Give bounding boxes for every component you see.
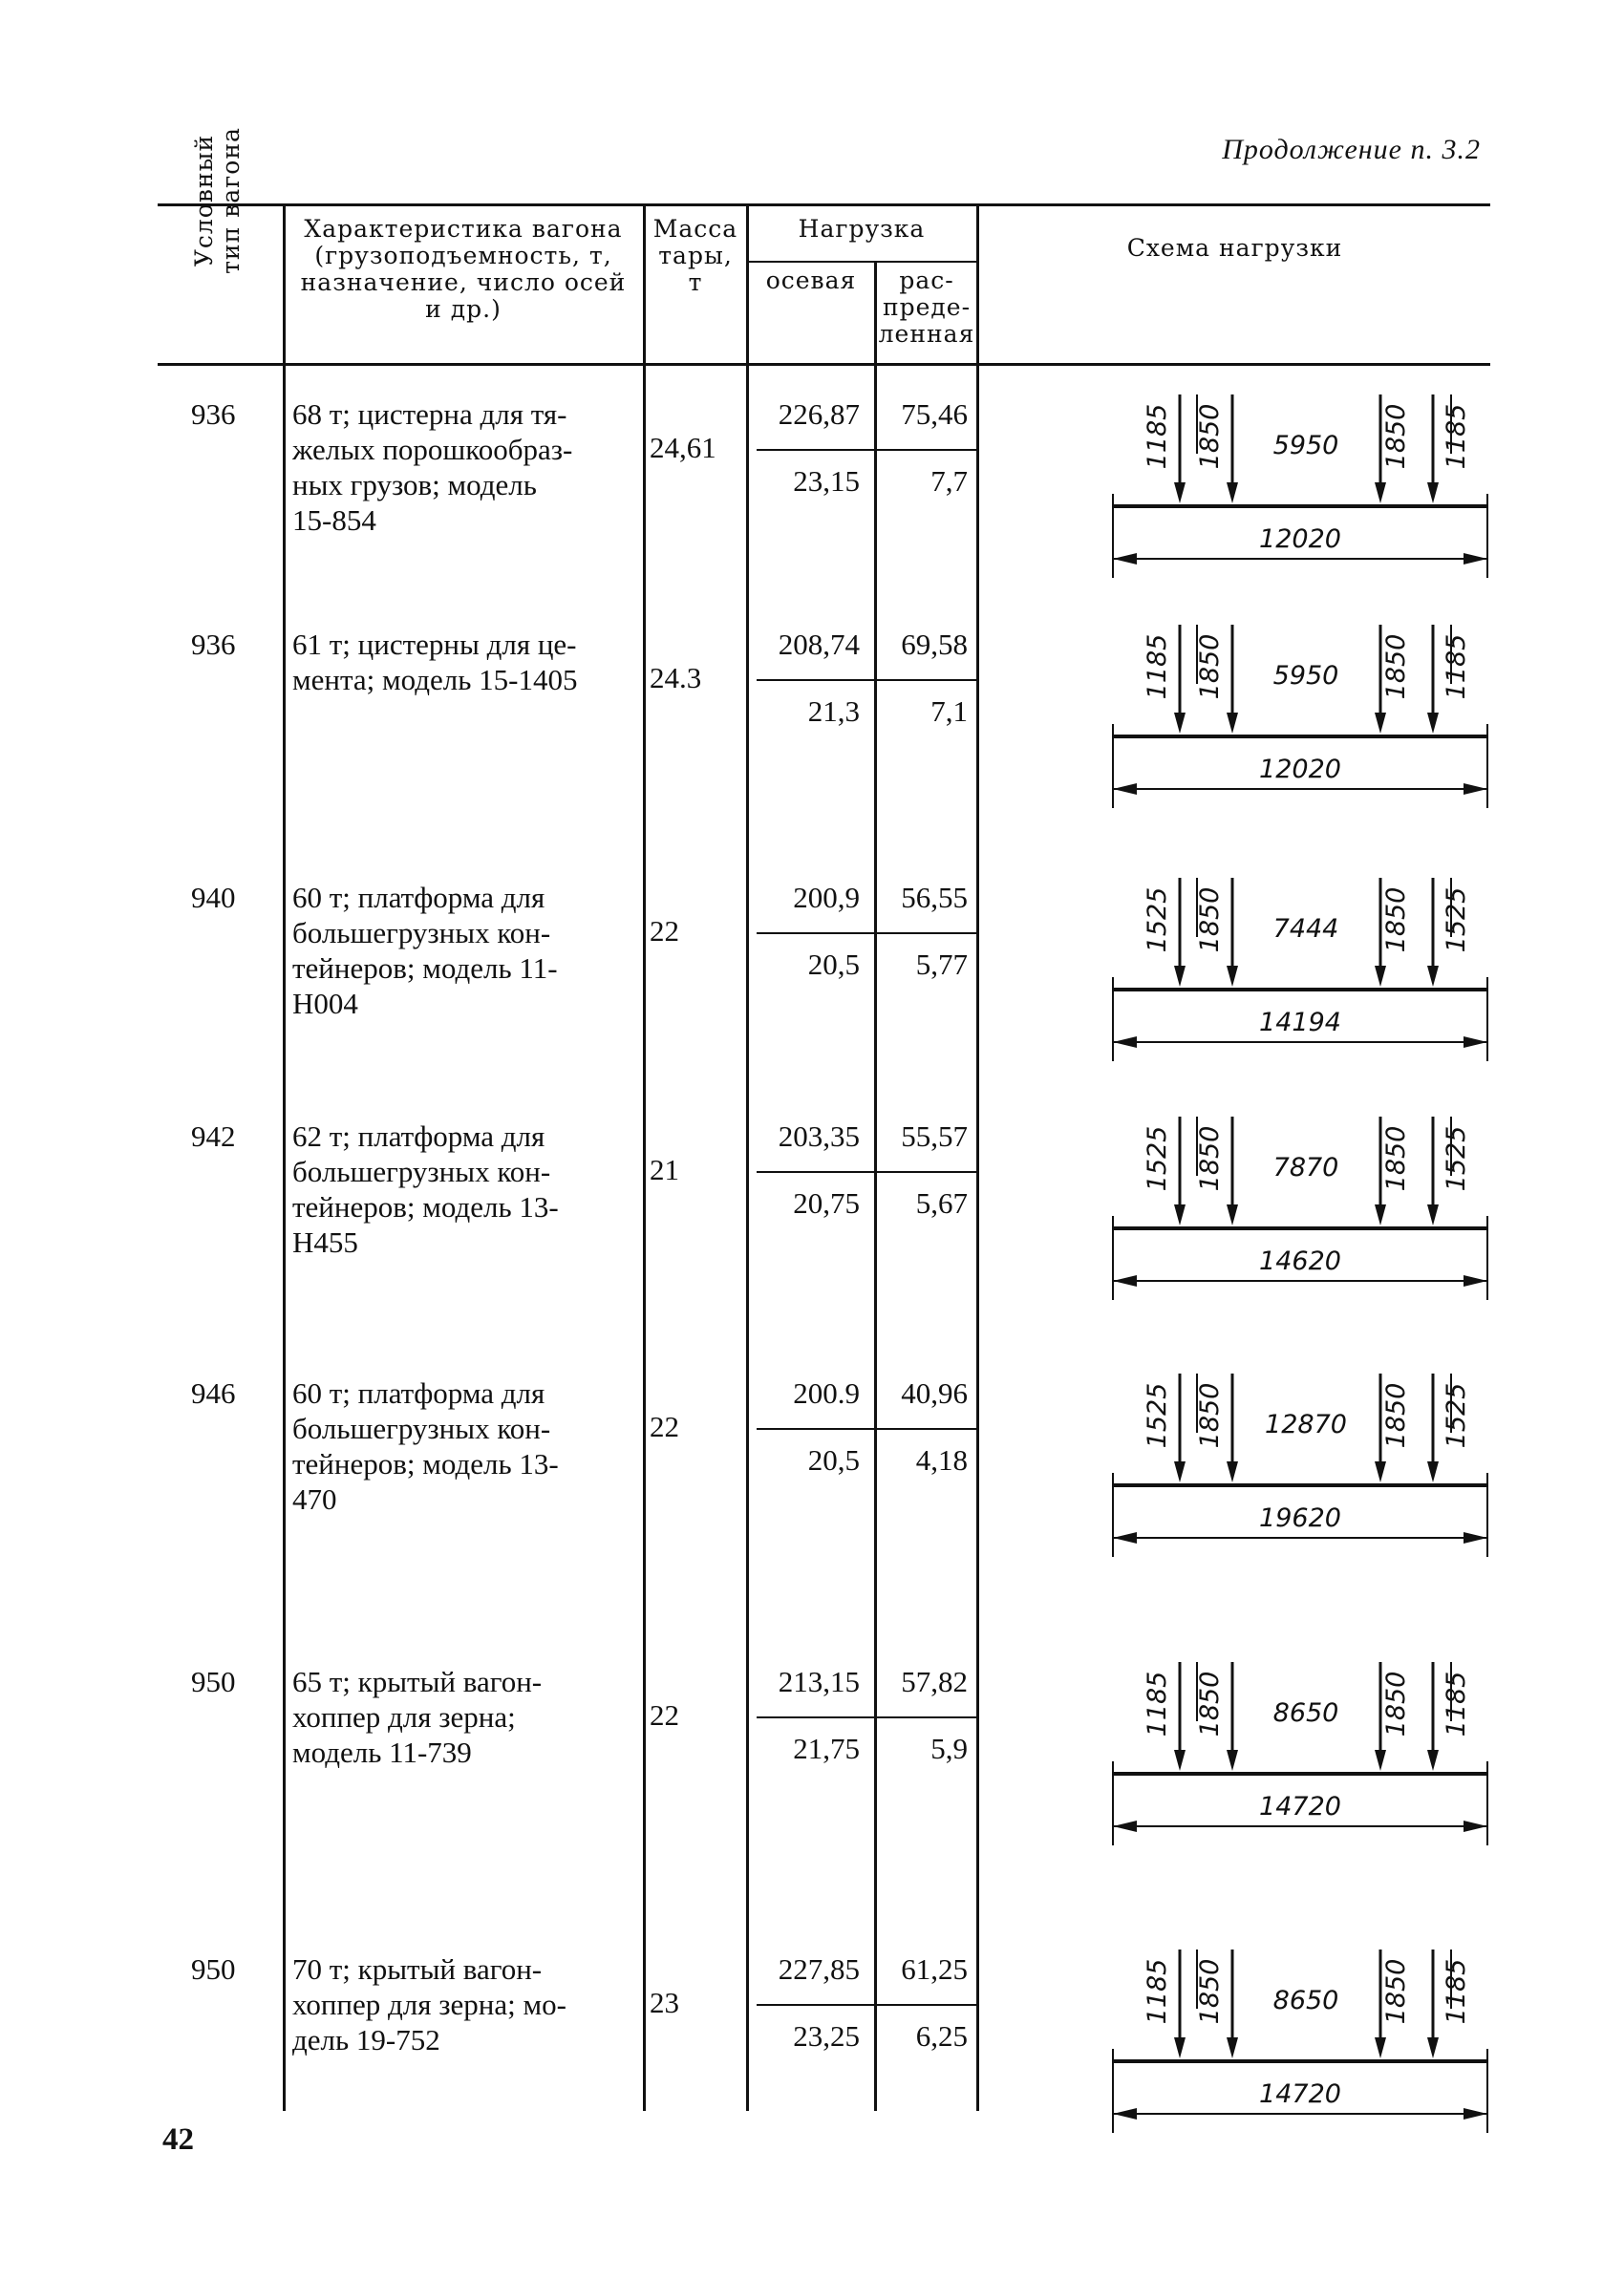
dimension-arrow-right [1464, 783, 1487, 795]
row-type: 936 [191, 628, 236, 661]
row-mass: 24.3 [650, 661, 702, 694]
arrow-head [1227, 2037, 1238, 2058]
row-description [292, 1375, 630, 1517]
spacing-right-inner: 1850 [1381, 633, 1411, 700]
row-load-divider [757, 2004, 976, 2006]
row-load-divider [757, 1428, 976, 1430]
arrow-head [1375, 482, 1386, 503]
arrow-head [1427, 713, 1439, 734]
row-description-line: 70 т; крытый вагон- [292, 1952, 543, 1986]
spacing-left-outer: 1525 [1143, 886, 1172, 953]
row-description-line: Н004 [292, 987, 358, 1020]
total-length-label: 19620 [1259, 1503, 1341, 1533]
dimension-arrow-right [1464, 2108, 1487, 2120]
arrow-head [1174, 1204, 1186, 1225]
spacing-right-outer: 1185 [1442, 633, 1471, 700]
arrow-head [1375, 2037, 1386, 2058]
row-distributed-load-bottom: 5,77 [915, 948, 968, 981]
row-description-line: 15-854 [292, 503, 376, 537]
spacing-middle: 5950 [1272, 661, 1339, 691]
spacing-middle: 5950 [1272, 431, 1339, 460]
row-distributed-load-bottom: 6,25 [915, 2019, 968, 2053]
row-description [292, 396, 630, 538]
dimension-arrow-right [1464, 1532, 1487, 1544]
spacing-left-outer: 1185 [1143, 1671, 1172, 1737]
row-description-line: большегрузных кон- [292, 1155, 551, 1188]
row-description-line: большегрузных кон- [292, 916, 551, 949]
arrow-head [1375, 1204, 1386, 1225]
dimension-arrow-right [1464, 553, 1487, 565]
arrow-head [1375, 966, 1386, 987]
row-mass: 22 [650, 1410, 679, 1443]
arrow-head [1227, 482, 1238, 503]
arrow-head [1227, 1750, 1238, 1771]
dimension-arrow-left [1113, 553, 1137, 565]
col-divider-distr [976, 203, 979, 2111]
spacing-left-outer: 1185 [1143, 403, 1172, 470]
spacing-right-inner: 1850 [1381, 1382, 1411, 1449]
spacing-right-inner: 1850 [1381, 1958, 1411, 2025]
row-type: 940 [191, 881, 236, 914]
row-description-line: хоппер для зерна; мо- [292, 1988, 566, 2021]
row-description-line: 68 т; цистерна для тя- [292, 397, 567, 431]
row-type: 946 [191, 1376, 236, 1410]
header-characteristic: Характеристика вагона (грузоподъемность, т, назначение, число осей и др.) [300, 215, 627, 323]
row-distributed-load-top: 61,25 [901, 1952, 968, 1986]
row-description [292, 1119, 630, 1260]
row-axial-load-top: 203,35 [778, 1119, 860, 1153]
arrow-head [1174, 2037, 1186, 2058]
spacing-left-outer: 1525 [1143, 1382, 1172, 1449]
load-scheme-diagram [1094, 1654, 1495, 1845]
row-distributed-load-top: 57,82 [901, 1665, 968, 1698]
spacing-left-outer: 1185 [1143, 633, 1172, 700]
arrow-head [1227, 966, 1238, 987]
row-description-line: большегрузных кон- [292, 1412, 551, 1445]
load-scheme-diagram [1094, 870, 1495, 1061]
row-description-line: 60 т; платформа для [292, 881, 545, 914]
header-mass: Масса тары, т [652, 215, 738, 296]
row-description-line: 65 т; крытый вагон- [292, 1665, 543, 1698]
arrow-head [1375, 1750, 1386, 1771]
row-axial-load-top: 213,15 [778, 1665, 860, 1698]
row-type: 942 [191, 1119, 236, 1153]
row-distributed-load-top: 55,57 [901, 1119, 968, 1153]
header-scheme: Схема нагрузки [1126, 234, 1343, 262]
row-description-line: 60 т; платформа для [292, 1376, 545, 1410]
row-mass: 22 [650, 1698, 679, 1732]
spacing-left-inner: 1850 [1195, 1671, 1225, 1737]
row-description-line: модель 11-739 [292, 1736, 472, 1769]
row-distributed-load-bottom: 5,67 [915, 1186, 968, 1220]
arrow-head [1375, 1461, 1386, 1482]
arrow-head [1375, 713, 1386, 734]
row-distributed-load-top: 56,55 [901, 881, 968, 914]
row-description-line: хоппер для зерна; [292, 1700, 516, 1734]
row-description-line: 61 т; цистерны для це- [292, 628, 577, 661]
row-axial-load-bottom: 23,25 [793, 2019, 860, 2053]
arrow-head [1427, 2037, 1439, 2058]
spacing-middle: 7444 [1272, 914, 1339, 944]
row-description-line: Н455 [292, 1225, 358, 1259]
arrow-head [1227, 1461, 1238, 1482]
load-subheader-rule [747, 261, 976, 263]
total-length-label: 14194 [1259, 1008, 1341, 1037]
spacing-left-outer: 1525 [1143, 1125, 1172, 1192]
load-scheme-diagram [1094, 1109, 1495, 1300]
spacing-left-inner: 1850 [1195, 1382, 1225, 1449]
spacing-left-inner: 1850 [1195, 1958, 1225, 2025]
row-mass: 24,61 [650, 431, 716, 464]
row-axial-load-top: 226,87 [778, 397, 860, 431]
row-axial-load-bottom: 20,75 [793, 1186, 860, 1220]
arrow-head [1174, 713, 1186, 734]
row-load-divider [757, 1716, 976, 1718]
dimension-arrow-left [1113, 1275, 1137, 1287]
total-length-label: 14620 [1259, 1247, 1341, 1276]
arrow-head [1174, 1461, 1186, 1482]
load-scheme-diagram [1094, 617, 1495, 808]
arrow-head [1427, 482, 1439, 503]
spacing-right-outer: 1525 [1442, 886, 1471, 953]
total-length-label: 14720 [1259, 2079, 1341, 2109]
continuation-note: Продолжение п. 3.2 [1222, 134, 1481, 165]
load-scheme-diagram [1094, 1942, 1495, 2133]
row-load-divider [757, 1171, 976, 1173]
header-load: Нагрузка [798, 215, 926, 243]
row-axial-load-bottom: 20,5 [807, 948, 860, 981]
load-scheme-diagram [1094, 1366, 1495, 1557]
spacing-left-inner: 1850 [1195, 1125, 1225, 1192]
arrow-head [1174, 966, 1186, 987]
spacing-left-inner: 1850 [1195, 403, 1225, 470]
row-mass: 23 [650, 1986, 679, 2019]
row-load-divider [757, 449, 976, 451]
table-top-rule [158, 203, 1490, 206]
row-description-line: 470 [292, 1482, 337, 1516]
total-length-label: 12020 [1259, 524, 1341, 554]
spacing-right-inner: 1850 [1381, 886, 1411, 953]
row-description-line: 62 т; платформа для [292, 1119, 545, 1153]
col-divider-mass [746, 203, 749, 2111]
page-number: 42 [162, 2122, 194, 2157]
row-distributed-load-bottom: 7,1 [930, 694, 968, 728]
row-description [292, 1664, 630, 1770]
row-axial-load-top: 208,74 [778, 628, 860, 661]
total-length-label: 14720 [1259, 1792, 1341, 1822]
spacing-left-outer: 1185 [1143, 1958, 1172, 2025]
row-axial-load-bottom: 23,15 [793, 464, 860, 498]
spacing-right-outer: 1185 [1442, 1958, 1471, 2025]
col-divider-type [283, 203, 286, 2111]
row-distributed-load-bottom: 5,9 [930, 1732, 968, 1765]
total-length-label: 12020 [1259, 755, 1341, 784]
header-bottom-rule [158, 363, 1490, 366]
row-axial-load-bottom: 20,5 [807, 1443, 860, 1477]
header-type: Условный тип вагона [190, 127, 245, 274]
header-axial: осевая [765, 266, 857, 294]
header-distributed: рас- преде- ленная [878, 266, 975, 348]
spacing-right-outer: 1185 [1442, 403, 1471, 470]
row-mass: 21 [650, 1153, 679, 1186]
row-type: 950 [191, 1665, 236, 1698]
row-description-line: тейнеров; модель 11- [292, 951, 558, 985]
spacing-middle: 8650 [1272, 1698, 1339, 1728]
arrow-head [1427, 966, 1439, 987]
row-distributed-load-top: 40,96 [901, 1376, 968, 1410]
dimension-arrow-left [1113, 1532, 1137, 1544]
row-description [292, 1951, 630, 2057]
row-load-divider [757, 679, 976, 681]
spacing-middle: 12870 [1265, 1410, 1347, 1439]
dimension-arrow-left [1113, 2108, 1137, 2120]
row-description [292, 880, 630, 1021]
arrow-head [1427, 1204, 1439, 1225]
row-description-line: тейнеров; модель 13- [292, 1190, 559, 1224]
col-divider-desc [643, 203, 646, 2111]
row-description [292, 627, 630, 697]
dimension-arrow-right [1464, 1821, 1487, 1832]
spacing-right-outer: 1185 [1442, 1671, 1471, 1737]
arrow-head [1227, 1204, 1238, 1225]
row-axial-load-top: 227,85 [778, 1952, 860, 1986]
row-distributed-load-bottom: 7,7 [930, 464, 968, 498]
dimension-arrow-left [1113, 783, 1137, 795]
spacing-right-inner: 1850 [1381, 1125, 1411, 1192]
row-axial-load-top: 200.9 [793, 1376, 860, 1410]
spacing-right-outer: 1525 [1442, 1125, 1471, 1192]
arrow-head [1427, 1461, 1439, 1482]
load-scheme-diagram [1094, 387, 1495, 578]
row-axial-load-top: 200,9 [793, 881, 860, 914]
spacing-left-inner: 1850 [1195, 633, 1225, 700]
dimension-arrow-right [1464, 1036, 1487, 1048]
col-divider-axial [874, 261, 877, 2111]
spacing-middle: 8650 [1272, 1986, 1339, 2015]
spacing-middle: 7870 [1272, 1153, 1339, 1183]
row-distributed-load-top: 69,58 [901, 628, 968, 661]
row-type: 936 [191, 397, 236, 431]
dimension-arrow-right [1464, 1275, 1487, 1287]
row-description-line: ных грузов; модель [292, 468, 537, 501]
spacing-right-inner: 1850 [1381, 403, 1411, 470]
arrow-head [1227, 713, 1238, 734]
arrow-head [1427, 1750, 1439, 1771]
row-distributed-load-top: 75,46 [901, 397, 968, 431]
spacing-right-outer: 1525 [1442, 1382, 1471, 1449]
arrow-head [1174, 482, 1186, 503]
dimension-arrow-left [1113, 1821, 1137, 1832]
spacing-left-inner: 1850 [1195, 886, 1225, 953]
row-mass: 22 [650, 914, 679, 948]
row-description-line: мента; модель 15-1405 [292, 663, 578, 696]
row-description-line: желых порошкообраз- [292, 433, 573, 466]
row-distributed-load-bottom: 4,18 [915, 1443, 968, 1477]
spacing-right-inner: 1850 [1381, 1671, 1411, 1737]
row-axial-load-bottom: 21,3 [807, 694, 860, 728]
row-load-divider [757, 932, 976, 934]
row-description-line: дель 19-752 [292, 2023, 440, 2056]
row-type: 950 [191, 1952, 236, 1986]
row-axial-load-bottom: 21,75 [793, 1732, 860, 1765]
arrow-head [1174, 1750, 1186, 1771]
row-description-line: тейнеров; модель 13- [292, 1447, 559, 1481]
dimension-arrow-left [1113, 1036, 1137, 1048]
